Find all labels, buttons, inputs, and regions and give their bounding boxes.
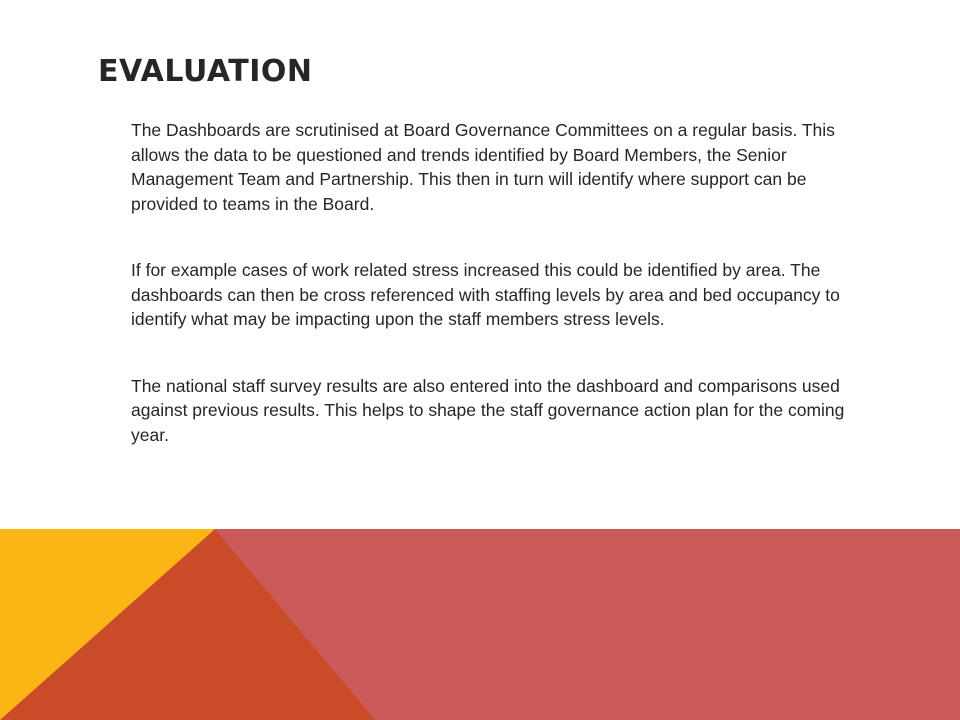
slide-title: EVALUATION <box>98 54 313 89</box>
decorative-footer-band <box>0 529 960 720</box>
paragraph-dashboards-scrutinised: The Dashboards are scrutinised at Board Governance Committees on a regular basis. This allows the data to be questioned and trends identified by Board Members, the Senior Management Team and Partnership. This then in turn will identify where support can be provided to teams in the Board. <box>131 120 835 214</box>
slide-body <box>131 118 866 489</box>
paragraph-work-related-stress: If for example cases of work related stress increased this could be identified by area. The dashboards can then be cross referenced with staffing levels by area and bed occupancy to identify what may be impacting upon the staff members stress levels. <box>131 260 840 329</box>
paragraph-staff-survey: The national staff survey results are also entered into the dashboard and comparisons used against previous results. This helps to shape the staff governance action plan for the coming year. <box>131 375 845 445</box>
